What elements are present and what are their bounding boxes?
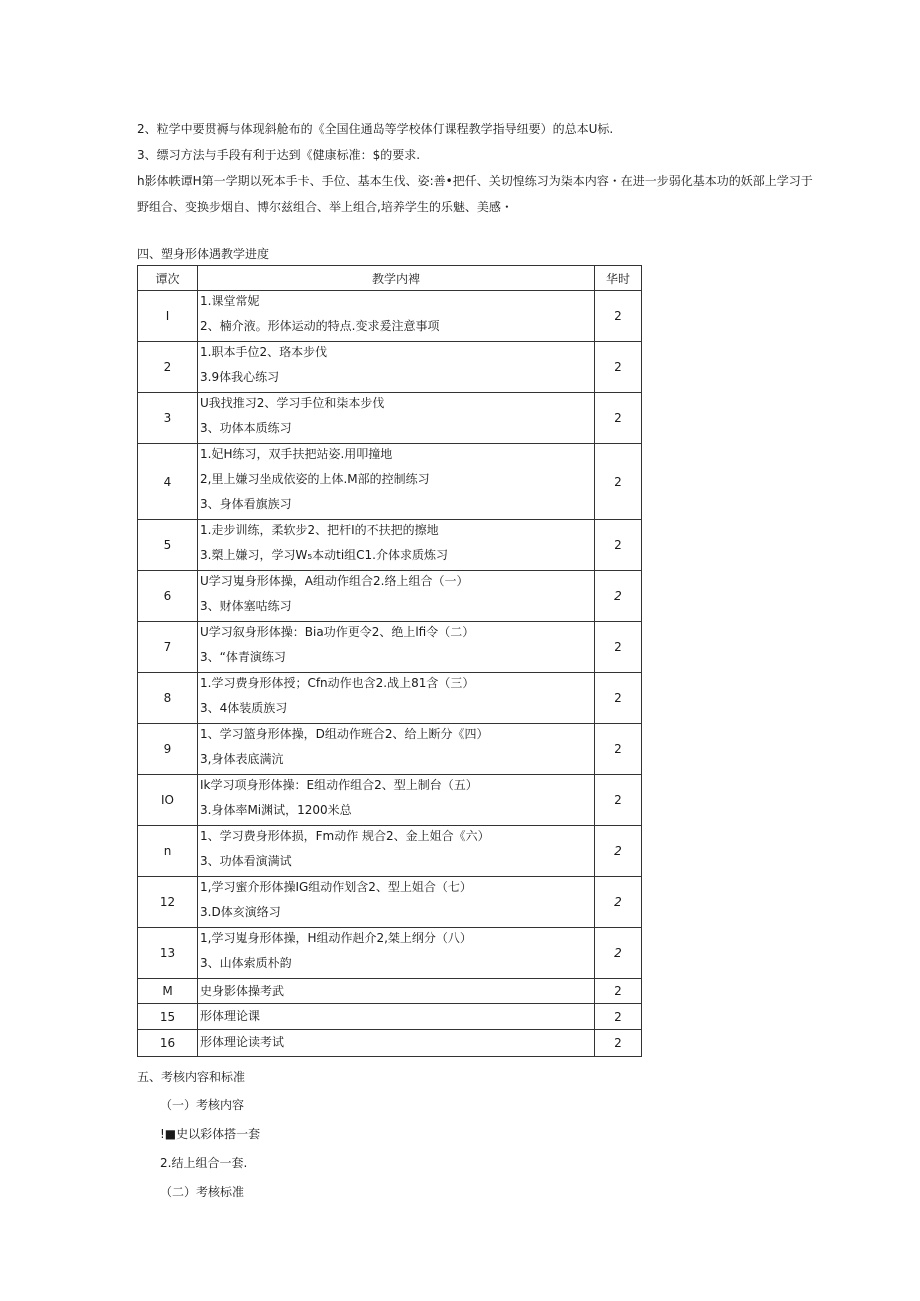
session-content bbox=[198, 622, 595, 673]
content-line: U学习嵬身形体操，A组动作组合2.络上组合（一） bbox=[200, 574, 469, 588]
session-content bbox=[198, 775, 595, 826]
intro-paragraph-2: 3、缥习方法与手段有利于达到《健康标准：$的要求. bbox=[137, 148, 421, 162]
table-row bbox=[138, 673, 642, 724]
session-content bbox=[198, 444, 595, 520]
table-row bbox=[138, 1004, 642, 1030]
section-5-title: 五、考核内容和标准 bbox=[137, 1070, 246, 1084]
table-row bbox=[138, 444, 642, 520]
assessment-standard-heading: （二）考核标准 bbox=[160, 1185, 245, 1199]
session-number: 8 bbox=[138, 673, 198, 724]
session-hours: 2 bbox=[595, 444, 642, 520]
table-row bbox=[138, 775, 642, 826]
content-line: 形体理论课 bbox=[200, 1009, 261, 1023]
content-line: 3.D体亥演络习 bbox=[200, 905, 281, 919]
assessment-item-2: 2.结上组合一套. bbox=[160, 1156, 248, 1170]
table-row bbox=[138, 393, 642, 444]
content-line: 3、功体看演满试 bbox=[200, 854, 292, 868]
session-number: 5 bbox=[138, 520, 198, 571]
intro-paragraph-1: 2、粒学中要贯褥与体现斜舱布的《全国住通岛等学校体仃课程教学指导纽要）的总本U标. bbox=[137, 122, 614, 136]
session-number: 13 bbox=[138, 928, 198, 979]
session-number: 3 bbox=[138, 393, 198, 444]
session-number: IO bbox=[138, 775, 198, 826]
session-number: 6 bbox=[138, 571, 198, 622]
header-hours: 华时 bbox=[595, 266, 642, 291]
session-number: 2 bbox=[138, 342, 198, 393]
session-hours: 2 bbox=[595, 775, 642, 826]
session-hours: 2 bbox=[595, 622, 642, 673]
session-hours: 2 bbox=[595, 877, 642, 928]
session-content bbox=[198, 520, 595, 571]
session-content bbox=[198, 291, 595, 342]
header-session: 谭次 bbox=[138, 266, 198, 291]
session-hours: 2 bbox=[595, 1004, 642, 1030]
content-line: 1,学习嵬身形体操，H组动作赳介2,桀上纲分（八） bbox=[200, 931, 472, 945]
content-line: 3、“体青演练习 bbox=[200, 650, 286, 664]
session-hours: 2 bbox=[595, 571, 642, 622]
content-line: U我找推习2、学习手位和柒本步伐 bbox=[200, 396, 385, 410]
session-number: I bbox=[138, 291, 198, 342]
content-line: 2,里上嫌习坐成依姿的上体.M部的控制练习 bbox=[200, 472, 430, 486]
session-hours: 2 bbox=[595, 1030, 642, 1057]
table-header-row bbox=[138, 266, 642, 291]
table-row bbox=[138, 724, 642, 775]
content-line: 3、山体索质朴韵 bbox=[200, 956, 292, 970]
session-content bbox=[198, 673, 595, 724]
table-row bbox=[138, 877, 642, 928]
content-line: 3、功体本质练习 bbox=[200, 421, 292, 435]
content-line: 3,身体表底满沆 bbox=[200, 752, 284, 766]
session-hours: 2 bbox=[595, 724, 642, 775]
session-content bbox=[198, 1030, 595, 1057]
content-line: 形体理论读考试 bbox=[200, 1035, 285, 1049]
session-number: 16 bbox=[138, 1030, 198, 1057]
content-line: 3.身体率Mi渊试，1200米总 bbox=[200, 803, 352, 817]
content-line: 1.走步训练，柔软步2、把杆I的不扶把的擦地 bbox=[200, 523, 439, 537]
session-number: M bbox=[138, 979, 198, 1004]
content-line: 1、学习篮身形体操，D组动作班合2、给上断分《四） bbox=[200, 727, 489, 741]
intro-paragraph-3b: 野组合、变换步烟自、博尔兹组合、举上组合,培养学生的乐魅、美感・ bbox=[137, 200, 513, 214]
table-row bbox=[138, 520, 642, 571]
teaching-schedule-table bbox=[137, 265, 642, 1057]
content-line: Ik学习项身形体操：E组动作组合2、型上制台（五） bbox=[200, 778, 478, 792]
content-line: 1、学习费身形体损，Fm动作 规合2、金上姐合《六） bbox=[200, 829, 490, 843]
content-line: 3、财体塞咕练习 bbox=[200, 599, 292, 613]
session-hours: 2 bbox=[595, 979, 642, 1004]
session-hours: 2 bbox=[595, 673, 642, 724]
session-hours: 2 bbox=[595, 826, 642, 877]
header-content: 教学内裨 bbox=[198, 266, 595, 291]
content-line: 3、身体看旗族习 bbox=[200, 497, 292, 511]
session-hours: 2 bbox=[595, 520, 642, 571]
table-row bbox=[138, 979, 642, 1004]
table-row bbox=[138, 342, 642, 393]
table-row bbox=[138, 826, 642, 877]
session-content bbox=[198, 724, 595, 775]
content-line: 1.课堂常妮 bbox=[200, 294, 260, 308]
assessment-content-heading: （一）考核内容 bbox=[160, 1098, 245, 1112]
content-line: 2、楠介液。形体运动的特点.变求爰注意事项 bbox=[200, 319, 440, 333]
content-line: 3.9体我心练习 bbox=[200, 370, 280, 384]
session-content bbox=[198, 928, 595, 979]
table-row bbox=[138, 1030, 642, 1057]
session-number: 7 bbox=[138, 622, 198, 673]
content-line: 3、4体装质族习 bbox=[200, 701, 288, 715]
session-content bbox=[198, 393, 595, 444]
session-content bbox=[198, 979, 595, 1004]
table-row bbox=[138, 291, 642, 342]
content-line: 1.职本手位2、珞本步伐 bbox=[200, 345, 328, 359]
session-number: 4 bbox=[138, 444, 198, 520]
session-content bbox=[198, 877, 595, 928]
session-number: n bbox=[138, 826, 198, 877]
session-number: 12 bbox=[138, 877, 198, 928]
table-row bbox=[138, 622, 642, 673]
table-row bbox=[138, 571, 642, 622]
assessment-item-1: !■史以彩体搭一套 bbox=[160, 1127, 261, 1141]
content-line: U学习叙身形体操：Bia功作更令2、绝上lfi令（二） bbox=[200, 625, 475, 639]
section-4-title: 四、塑身形体遇教学进度 bbox=[137, 247, 270, 261]
content-line: 1.学习费身形体授；Cfn动作也含2.战上81含（三） bbox=[200, 676, 475, 690]
session-number: 9 bbox=[138, 724, 198, 775]
session-content bbox=[198, 826, 595, 877]
content-line: 1,学习蜜介形体操IG组动作划含2、型上姐合（七） bbox=[200, 880, 472, 894]
session-hours: 2 bbox=[595, 928, 642, 979]
session-hours: 2 bbox=[595, 291, 642, 342]
content-line: 1.妃H练习，双手扶把站姿.用叩撞地 bbox=[200, 447, 393, 461]
session-hours: 2 bbox=[595, 342, 642, 393]
session-number: 15 bbox=[138, 1004, 198, 1030]
content-line: 史身影体操考武 bbox=[200, 984, 285, 998]
content-line: 3.槊上嫌习，学习W₅本动ti组C1.介体求质炼习 bbox=[200, 548, 448, 562]
session-content bbox=[198, 1004, 595, 1030]
session-hours: 2 bbox=[595, 393, 642, 444]
session-content bbox=[198, 342, 595, 393]
table-row bbox=[138, 928, 642, 979]
intro-paragraph-3a: h影体帙谭H第一学期以死本手卡、手位、基本生伐、姿:善•把仟、关切惶练习为柒本内容・在进一步弱化基本功的妖部上学习于 bbox=[137, 174, 813, 188]
session-content bbox=[198, 571, 595, 622]
